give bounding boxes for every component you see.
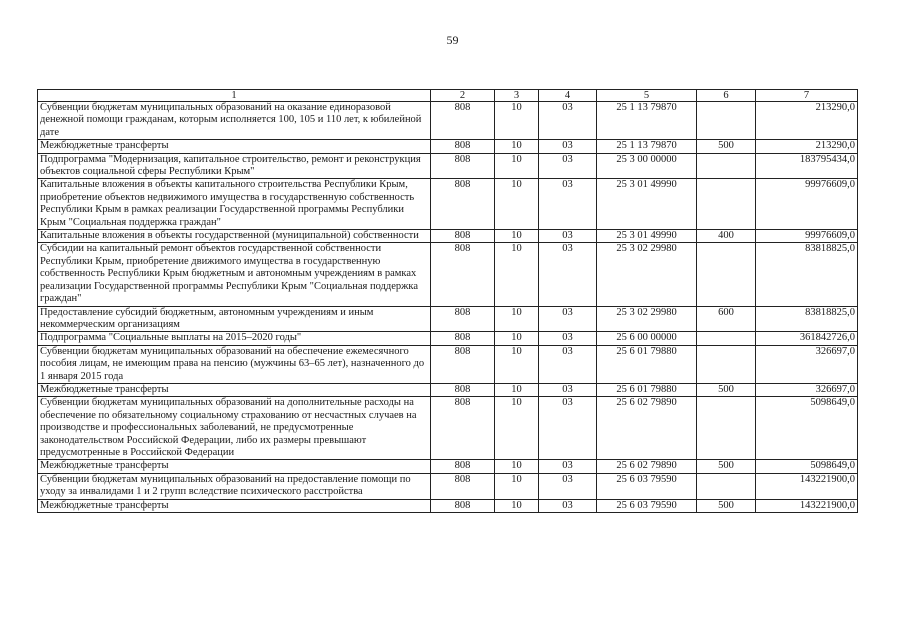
row-amount-cell: 83818825,0 xyxy=(756,243,858,306)
row-amount-cell: 5098649,0 xyxy=(756,460,858,473)
row-subsection-cell: 03 xyxy=(539,397,597,460)
row-target-article-cell: 25 6 03 79590 xyxy=(597,499,697,512)
table-header-row xyxy=(38,90,858,102)
table-row xyxy=(38,460,858,473)
column-header-6: 6 xyxy=(697,90,756,102)
row-target-article-cell: 25 6 03 79590 xyxy=(597,473,697,499)
row-admin-code-cell: 808 xyxy=(431,140,495,153)
row-amount-cell: 213290,0 xyxy=(756,140,858,153)
row-admin-code-cell: 808 xyxy=(431,499,495,512)
row-section-cell: 10 xyxy=(495,140,539,153)
row-admin-code-cell: 808 xyxy=(431,153,495,179)
row-expense-type-cell xyxy=(697,153,756,179)
row-section-cell: 10 xyxy=(495,230,539,243)
row-name-cell: Капитальные вложения в объекты государственной (муниципальной) собственности xyxy=(38,230,431,243)
row-section-cell: 10 xyxy=(495,383,539,396)
table-row xyxy=(38,306,858,332)
row-subsection-cell: 03 xyxy=(539,243,597,306)
row-section-cell: 10 xyxy=(495,102,539,140)
row-amount-cell: 326697,0 xyxy=(756,383,858,396)
row-target-article-cell: 25 3 01 49990 xyxy=(597,230,697,243)
row-name-cell: Субсидии на капитальный ремонт объектов государственной собственности Республики Крым, приобретение движимого имущества в государственную собственность Республики Крым бюджетным и автономным учреждениям в рамках реализации Государственной программы Республики Крым "Социальная поддержка граждан" xyxy=(38,243,431,306)
row-expense-type-cell xyxy=(697,102,756,140)
row-section-cell: 10 xyxy=(495,153,539,179)
row-admin-code-cell: 808 xyxy=(431,243,495,306)
row-expense-type-cell: 600 xyxy=(697,306,756,332)
row-name-cell: Капитальные вложения в объекты капитального строительства Республики Крым, приобретение объектов недвижимого имущества в государственную собственность Республики Крым в рамках реализации Государственной программы Республики Крым "Социальная поддержка граждан" xyxy=(38,179,431,230)
row-name-cell: Субвенции бюджетам муниципальных образований на обеспечение ежемесячного пособия лицам, не имеющим права на пенсию (мужчины 63–65 лет), назначенного до 1 января 2015 года xyxy=(38,345,431,383)
table-row xyxy=(38,179,858,230)
row-amount-cell: 326697,0 xyxy=(756,345,858,383)
row-target-article-cell: 25 6 00 00000 xyxy=(597,332,697,345)
row-amount-cell: 99976609,0 xyxy=(756,230,858,243)
row-name-cell: Подпрограмма "Модернизация, капитальное строительство, ремонт и реконструкция объектов социальной сферы Республики Крым" xyxy=(38,153,431,179)
row-target-article-cell: 25 3 00 00000 xyxy=(597,153,697,179)
row-section-cell: 10 xyxy=(495,306,539,332)
row-name-cell: Межбюджетные трансферты xyxy=(38,499,431,512)
row-target-article-cell: 25 6 02 79890 xyxy=(597,460,697,473)
row-expense-type-cell: 400 xyxy=(697,230,756,243)
row-amount-cell: 143221900,0 xyxy=(756,473,858,499)
row-subsection-cell: 03 xyxy=(539,332,597,345)
row-amount-cell: 361842726,0 xyxy=(756,332,858,345)
row-target-article-cell: 25 6 02 79890 xyxy=(597,397,697,460)
table-row xyxy=(38,499,858,512)
table-row xyxy=(38,153,858,179)
row-target-article-cell: 25 6 01 79880 xyxy=(597,345,697,383)
row-subsection-cell: 03 xyxy=(539,345,597,383)
row-expense-type-cell xyxy=(697,179,756,230)
row-section-cell: 10 xyxy=(495,397,539,460)
column-header-1: 1 xyxy=(38,90,431,102)
row-subsection-cell: 03 xyxy=(539,473,597,499)
row-section-cell: 10 xyxy=(495,243,539,306)
table-row xyxy=(38,473,858,499)
row-name-cell: Межбюджетные трансферты xyxy=(38,383,431,396)
row-section-cell: 10 xyxy=(495,460,539,473)
row-admin-code-cell: 808 xyxy=(431,179,495,230)
row-name-cell: Предоставление субсидий бюджетным, автономным учреждениям и иным некоммерческим организациям xyxy=(38,306,431,332)
row-name-cell: Подпрограмма "Социальные выплаты на 2015–2020 годы" xyxy=(38,332,431,345)
row-expense-type-cell xyxy=(697,332,756,345)
row-amount-cell: 83818825,0 xyxy=(756,306,858,332)
table-row xyxy=(38,102,858,140)
row-admin-code-cell: 808 xyxy=(431,306,495,332)
row-admin-code-cell: 808 xyxy=(431,473,495,499)
row-admin-code-cell: 808 xyxy=(431,345,495,383)
column-header-2: 2 xyxy=(431,90,495,102)
column-header-3: 3 xyxy=(495,90,539,102)
column-header-5: 5 xyxy=(597,90,697,102)
row-subsection-cell: 03 xyxy=(539,102,597,140)
row-name-cell: Межбюджетные трансферты xyxy=(38,460,431,473)
column-header-7: 7 xyxy=(756,90,858,102)
row-amount-cell: 5098649,0 xyxy=(756,397,858,460)
row-admin-code-cell: 808 xyxy=(431,102,495,140)
row-admin-code-cell: 808 xyxy=(431,230,495,243)
table-row xyxy=(38,230,858,243)
row-expense-type-cell xyxy=(697,243,756,306)
row-subsection-cell: 03 xyxy=(539,383,597,396)
table-row xyxy=(38,243,858,306)
row-amount-cell: 99976609,0 xyxy=(756,179,858,230)
row-subsection-cell: 03 xyxy=(539,179,597,230)
row-name-cell: Субвенции бюджетам муниципальных образований на дополнительные расходы на обеспечение по обязательному социальному страхованию от несчастных случаев на производстве и профессиональных заболеваний, не предусмотренные законодательством Российской Федерации, либо их размеры превышают предусмотренные в Российской Федерации xyxy=(38,397,431,460)
row-expense-type-cell xyxy=(697,345,756,383)
table-row xyxy=(38,140,858,153)
row-admin-code-cell: 808 xyxy=(431,460,495,473)
table-row xyxy=(38,383,858,396)
row-name-cell: Межбюджетные трансферты xyxy=(38,140,431,153)
page-number: 59 xyxy=(446,33,459,47)
row-target-article-cell: 25 6 01 79880 xyxy=(597,383,697,396)
row-name-cell: Субвенции бюджетам муниципальных образований на предоставление помощи по уходу за инвалидами 1 и 2 групп вследствие психического расстройства xyxy=(38,473,431,499)
row-expense-type-cell: 500 xyxy=(697,499,756,512)
row-admin-code-cell: 808 xyxy=(431,383,495,396)
row-expense-type-cell: 500 xyxy=(697,140,756,153)
row-target-article-cell: 25 1 13 79870 xyxy=(597,140,697,153)
row-expense-type-cell xyxy=(697,397,756,460)
row-expense-type-cell: 500 xyxy=(697,460,756,473)
row-expense-type-cell: 500 xyxy=(697,383,756,396)
row-name-cell: Субвенции бюджетам муниципальных образований на оказание единоразовой денежной помощи гражданам, которым исполняется 100, 105 и 110 лет, к юбилейной дате xyxy=(38,102,431,140)
row-subsection-cell: 03 xyxy=(539,153,597,179)
row-subsection-cell: 03 xyxy=(539,230,597,243)
row-target-article-cell: 25 3 02 29980 xyxy=(597,306,697,332)
row-target-article-cell: 25 1 13 79870 xyxy=(597,102,697,140)
row-section-cell: 10 xyxy=(495,345,539,383)
table-row xyxy=(38,345,858,383)
table-body xyxy=(38,102,858,513)
row-expense-type-cell xyxy=(697,473,756,499)
row-section-cell: 10 xyxy=(495,179,539,230)
table-row xyxy=(38,397,858,460)
row-amount-cell: 183795434,0 xyxy=(756,153,858,179)
budget-table xyxy=(37,89,858,513)
row-amount-cell: 143221900,0 xyxy=(756,499,858,512)
column-header-4: 4 xyxy=(539,90,597,102)
row-admin-code-cell: 808 xyxy=(431,397,495,460)
row-subsection-cell: 03 xyxy=(539,306,597,332)
row-admin-code-cell: 808 xyxy=(431,332,495,345)
row-section-cell: 10 xyxy=(495,473,539,499)
table-row xyxy=(38,332,858,345)
row-subsection-cell: 03 xyxy=(539,140,597,153)
row-section-cell: 10 xyxy=(495,332,539,345)
row-target-article-cell: 25 3 01 49990 xyxy=(597,179,697,230)
row-section-cell: 10 xyxy=(495,499,539,512)
row-subsection-cell: 03 xyxy=(539,460,597,473)
row-amount-cell: 213290,0 xyxy=(756,102,858,140)
row-target-article-cell: 25 3 02 29980 xyxy=(597,243,697,306)
row-subsection-cell: 03 xyxy=(539,499,597,512)
